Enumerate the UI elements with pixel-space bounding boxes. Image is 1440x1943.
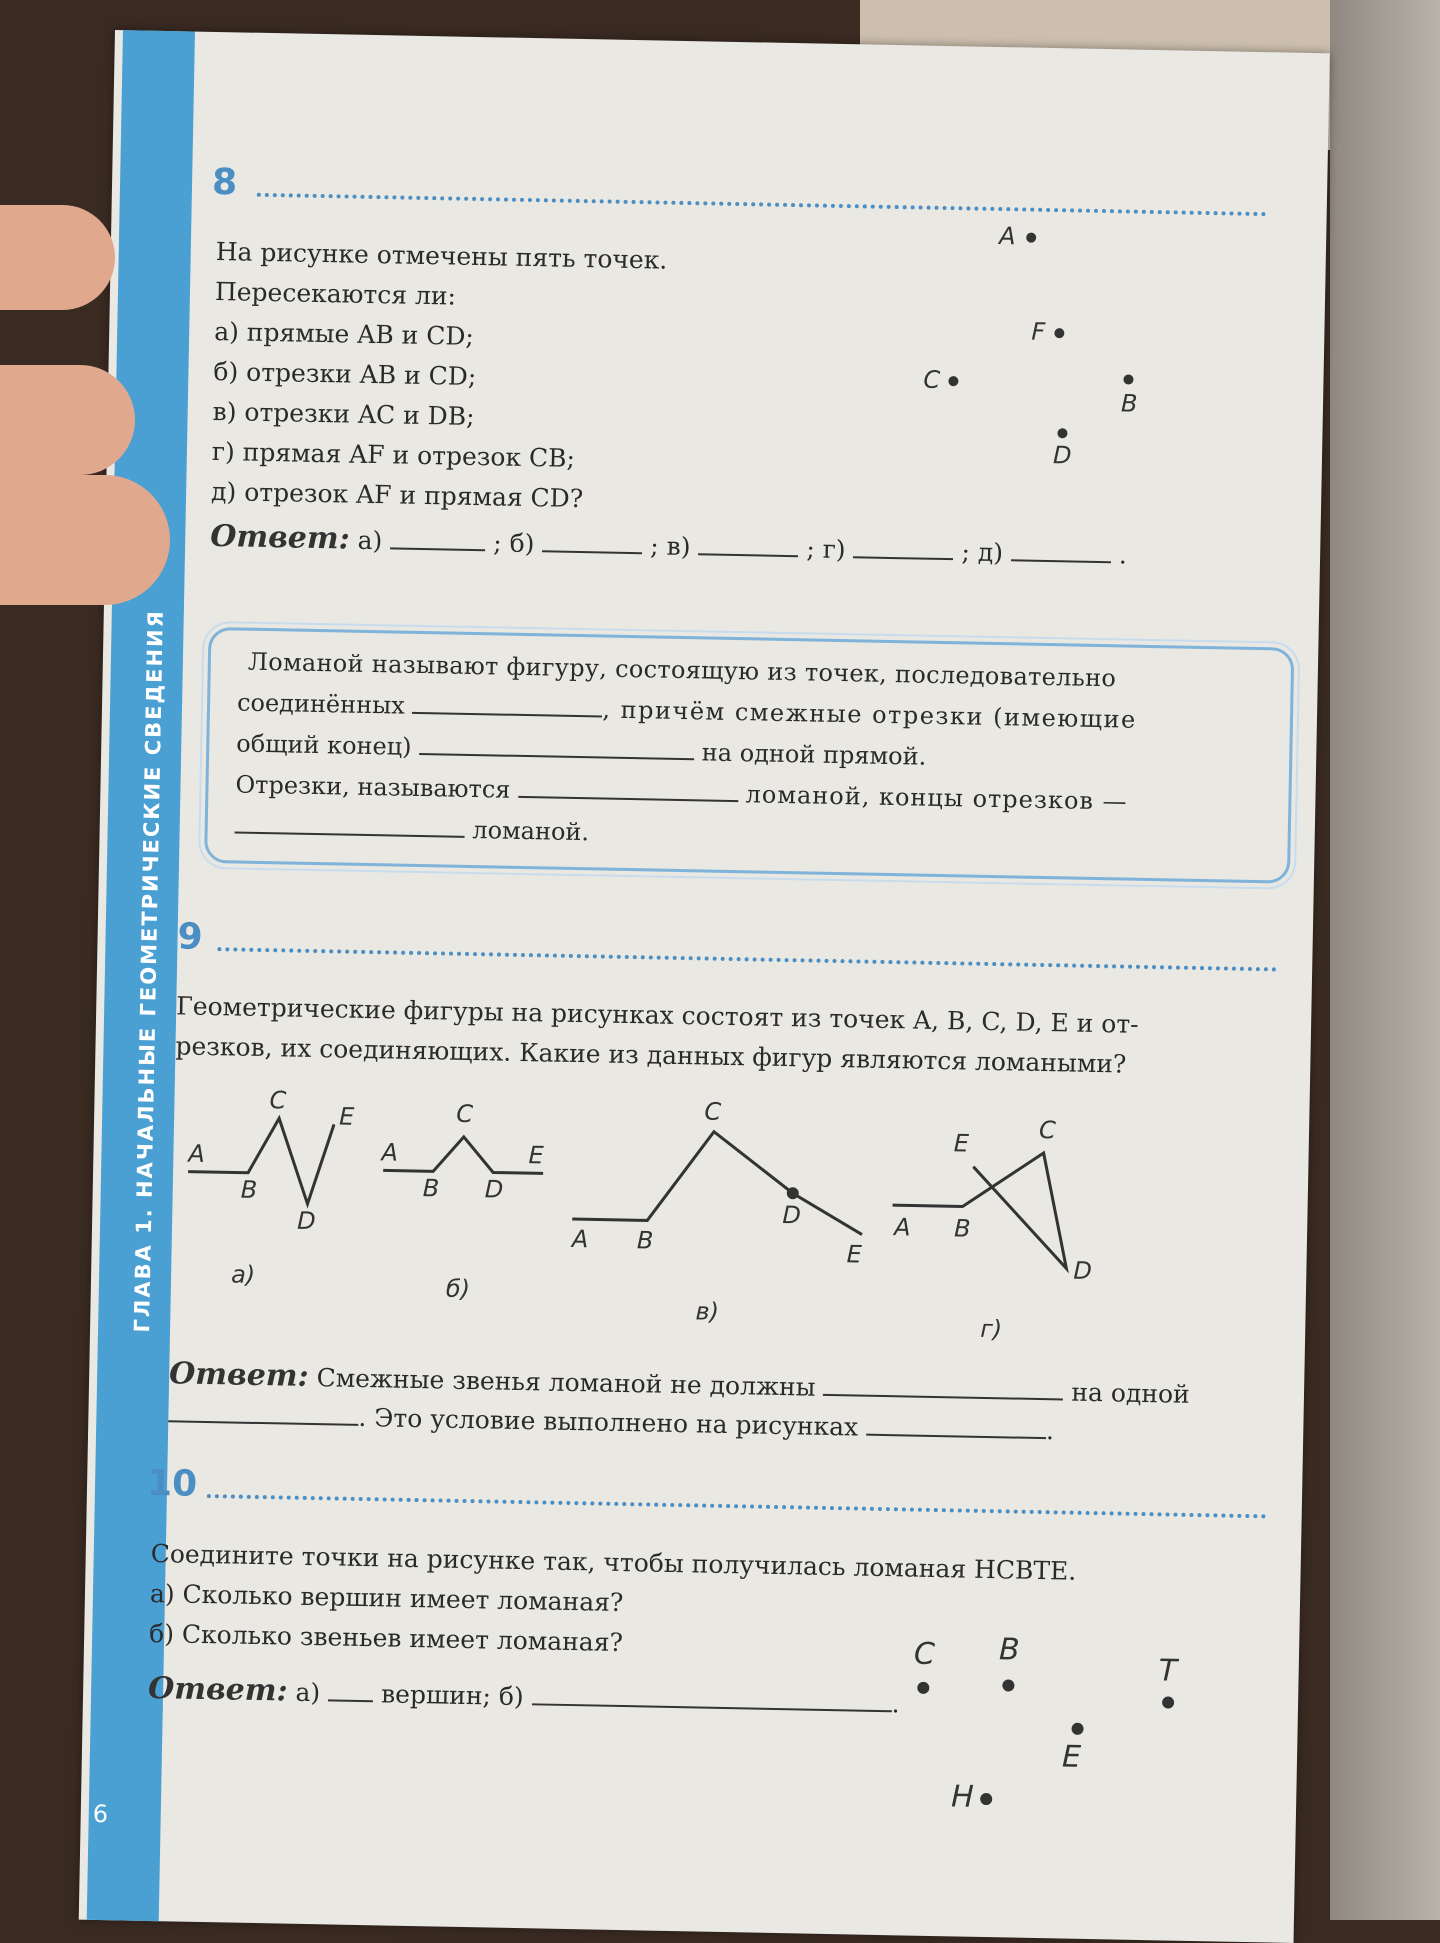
def-blank-3[interactable]: [518, 796, 738, 802]
point-b-label: B: [1120, 389, 1138, 418]
task9-line1: Геометрические фигуры на рисунках состоят из точек A, B, C, D, E и от-: [175, 991, 1139, 1039]
svg-text:B: B: [636, 1226, 654, 1255]
svg-text:A: A: [188, 1139, 206, 1168]
t10-e-dot: [1071, 1723, 1083, 1735]
answer-part-c: ; в): [650, 531, 691, 562]
def-line1: Ломаной называют фигуру, состоящую из точек, последовательно: [247, 647, 1117, 693]
task10-answer-mid: вершин; б): [380, 1679, 524, 1712]
answer-part-e: ; д): [961, 537, 1004, 568]
task8-item-c: в) отрезки AC и DB;: [212, 396, 475, 431]
point-a-dot: [1026, 233, 1036, 243]
svg-text:E: E: [953, 1129, 970, 1158]
task9-number: 9: [177, 916, 204, 958]
svg-text:D: D: [1073, 1256, 1093, 1285]
page-number: 6: [92, 1799, 109, 1829]
def-blank-2[interactable]: [419, 753, 694, 760]
answer-part-d: ; г): [806, 534, 846, 565]
figure-g: [890, 1113, 1095, 1345]
figure-a: [184, 1085, 356, 1291]
svg-text:B: B: [240, 1175, 258, 1204]
svg-text:D: D: [296, 1206, 316, 1236]
t10-c-dot: [917, 1682, 929, 1694]
workbook-page: [79, 30, 1330, 1943]
figure-v: [568, 1095, 865, 1329]
answer-blank-b[interactable]: [542, 550, 642, 554]
t10-e-label: E: [1061, 1739, 1082, 1775]
def-line3-end: на одной прямой.: [701, 738, 927, 771]
def-line3-start: общий конец): [236, 729, 412, 761]
task10-divider: [207, 1494, 1267, 1518]
t10-h-label: H: [950, 1779, 975, 1815]
def-line5-end: ломаной.: [472, 816, 590, 847]
answer-blank-a[interactable]: [390, 547, 485, 551]
def-line4-end: ломаной, концы отрезков —: [745, 780, 1128, 816]
point-d-dot: [1057, 428, 1067, 438]
task9-answer-text3: . Это условие выполнено на рисунках: [358, 1402, 859, 1442]
task10-blank-a[interactable]: [328, 1699, 373, 1702]
task9-divider: [217, 947, 1277, 971]
svg-text:A: A: [571, 1224, 589, 1254]
task10-number: 10: [146, 1462, 198, 1505]
figure-b-caption: б): [445, 1274, 471, 1304]
svg-text:C: C: [704, 1097, 722, 1126]
answer-part-end: .: [1118, 540, 1128, 570]
t10-h-dot: [980, 1793, 992, 1805]
background-next-page: [1330, 0, 1440, 1920]
task8-answer-row: [210, 519, 1127, 573]
task10-answer-label: Ответ:: [147, 1670, 288, 1709]
task10-points-figure: [860, 1632, 1264, 1843]
point-b-dot: [1123, 374, 1133, 384]
t10-t-dot: [1162, 1696, 1174, 1708]
point-c-label: C: [923, 365, 941, 394]
task9-blank-1[interactable]: [823, 1394, 1063, 1401]
svg-text:B: B: [422, 1174, 440, 1203]
figure-b: [377, 1098, 546, 1304]
finger-3: [0, 475, 170, 605]
task9-answer-text1: Смежные звенья ломаной не должны: [316, 1363, 816, 1402]
answer-blank-e[interactable]: [1011, 559, 1111, 563]
t10-t-label: T: [1158, 1653, 1178, 1689]
task9-answer-end: .: [1045, 1416, 1055, 1446]
answer-blank-d[interactable]: [853, 556, 953, 560]
svg-text:D: D: [484, 1175, 504, 1204]
figure-v-caption: в): [695, 1297, 720, 1326]
t10-b-dot: [1002, 1679, 1014, 1691]
task10-line3: б) Сколько звеньев имеет ломаная?: [148, 1618, 624, 1658]
t10-b-label: B: [998, 1632, 1020, 1668]
svg-text:C: C: [1038, 1115, 1057, 1145]
task10-line2: а) Сколько вершин имеет ломаная?: [149, 1578, 624, 1618]
task10-line1: Соедините точки на рисунке так, чтобы получилась ломаная HCBTE.: [150, 1538, 1077, 1586]
point-a-label: A: [998, 222, 1016, 251]
task9-figures: [170, 1086, 1285, 1362]
finger-1: [0, 205, 115, 310]
svg-text:A: A: [381, 1138, 399, 1167]
task10-answer-end: .: [891, 1689, 900, 1719]
svg-text:C: C: [455, 1099, 474, 1129]
task8-item-e: д) отрезок AF и прямая CD?: [210, 476, 584, 514]
svg-text:A: A: [893, 1213, 911, 1242]
def-line2-end: , причём смежные отрезки (имеющие: [602, 695, 1138, 734]
figure-g-caption: г): [979, 1314, 1003, 1344]
point-d-label: D: [1052, 441, 1072, 470]
def-blank-1[interactable]: [412, 712, 602, 718]
svg-text:E: E: [338, 1102, 355, 1131]
task10-answer-a: а): [295, 1677, 321, 1708]
point-c-dot: [948, 376, 958, 386]
task8-item-b: б) отрезки AB и CD;: [213, 356, 477, 391]
task8-points-figure: [877, 195, 1182, 481]
task9-answer-label: Ответ:: [168, 1356, 310, 1394]
t10-c-label: C: [913, 1636, 936, 1673]
answer-part-b: ; б): [492, 528, 535, 559]
task8-intro: На рисунке отмечены пять точек.: [215, 236, 668, 275]
point-f-label: F: [1031, 317, 1046, 346]
svg-text:D: D: [782, 1201, 802, 1230]
figure-a-caption: а): [230, 1260, 256, 1289]
svg-text:E: E: [528, 1141, 544, 1170]
answer-blank-c[interactable]: [698, 553, 798, 557]
def-line2-start: соединённых: [236, 688, 406, 720]
answer-part-a: а): [357, 525, 383, 556]
task9-blank-3[interactable]: [866, 1434, 1046, 1439]
point-f-dot: [1054, 328, 1064, 338]
task8-question: Пересекаются ли:: [214, 276, 457, 311]
svg-text:E: E: [846, 1240, 863, 1269]
task10-answer-row: [148, 1671, 900, 1721]
def-line4-start: Отрезки, называются: [235, 770, 511, 804]
chapter-label: ГЛАВА 1. НАЧАЛЬНЫЕ ГЕОМЕТРИЧЕСКИЕ СВЕДЕНИЯ: [130, 608, 168, 1333]
task9-blank-2[interactable]: [168, 1420, 358, 1426]
svg-text:B: B: [953, 1214, 971, 1243]
answer-label: Ответ:: [209, 518, 351, 557]
task8-item-a: а) прямые AB и CD;: [213, 316, 475, 351]
task10-blank-b[interactable]: [532, 1703, 892, 1712]
task8-number: 8: [211, 161, 238, 204]
task8-item-d: г) прямая AF и отрезок CB;: [211, 436, 576, 473]
task9-answer-text2: на одной: [1071, 1377, 1191, 1409]
finger-2: [0, 365, 135, 475]
def-blank-4[interactable]: [235, 831, 465, 837]
svg-text:C: C: [269, 1086, 287, 1115]
task9-line2: резков, их соединяющих. Какие из данных фигур являются ломаными?: [175, 1031, 1127, 1079]
